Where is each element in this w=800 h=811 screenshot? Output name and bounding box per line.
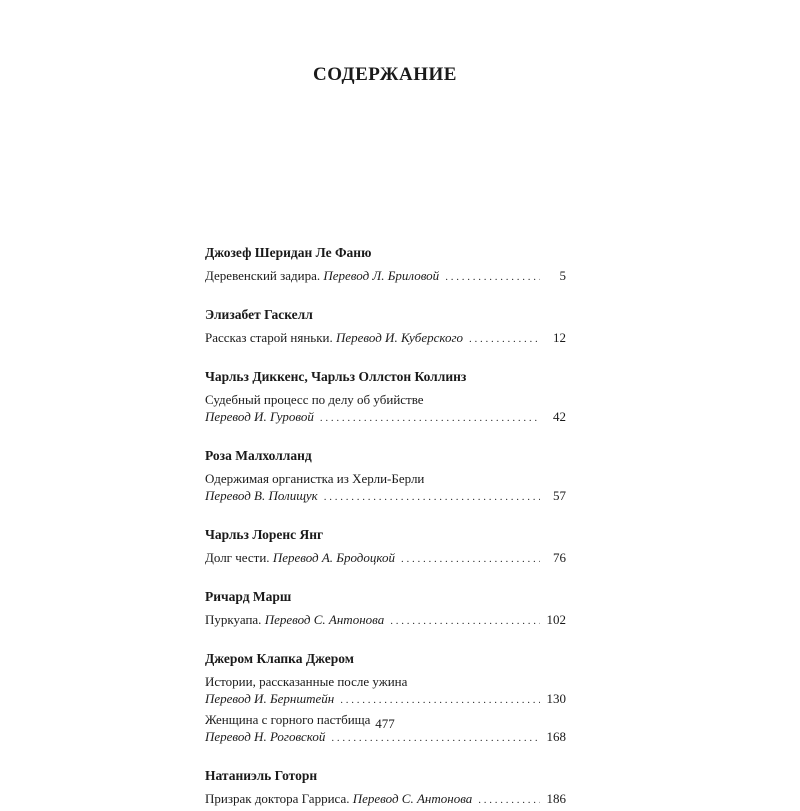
toc-section (205, 244, 566, 286)
author-name: Натаниэль Готорн (205, 768, 318, 783)
translator-credit: Перевод Н. Роговской (205, 729, 326, 744)
translator-credit: Перевод В. Полищук (205, 488, 318, 503)
toc-section (205, 526, 566, 568)
translator-credit: Перевод И. Куберского (336, 330, 464, 345)
leader-dots (340, 690, 540, 709)
page-number: 102 (546, 612, 566, 627)
story-title: Женщина с горного пастбища (205, 712, 371, 727)
page-number: 42 (553, 409, 566, 424)
footer-page-number: 477 (375, 716, 395, 731)
leader-dots (320, 408, 540, 427)
author-name: Джозеф Шеридан Ле Фаню (205, 245, 372, 260)
translator-credit: Перевод И. Бернштейн (205, 691, 335, 706)
toc-section (205, 368, 566, 427)
story-title: Одержимая органистка из Херли-Берли (205, 471, 425, 486)
story-title: Рассказ старой няньки. (205, 330, 333, 345)
story-title: Деревенский задира. (205, 268, 321, 283)
toc-section (205, 767, 566, 809)
toc-entry[interactable] (205, 673, 566, 709)
page-number: 5 (559, 268, 566, 283)
translator-credit: Перевод С. Антонова (264, 612, 385, 627)
story-title: Пуркуапа. (205, 612, 262, 627)
story-title: Истории, рассказанные после ужина (205, 674, 408, 689)
toc-entry[interactable] (205, 391, 566, 427)
toc-entry[interactable] (205, 549, 566, 568)
leader-dots (445, 267, 540, 286)
author-name: Элизабет Гаскелл (205, 307, 313, 322)
translator-credit: Перевод А. Бродоцкой (272, 550, 395, 565)
leader-dots (401, 549, 540, 568)
story-title: Судебный процесс по делу об убийстве (205, 392, 424, 407)
author-name: Роза Малхолланд (205, 448, 312, 463)
page-number: 12 (553, 330, 566, 345)
translator-credit: Перевод С. Антонова (352, 791, 473, 806)
story-title: Долг чести. (205, 550, 270, 565)
author-name: Джером Клапка Джером (205, 651, 354, 666)
story-title: Призрак доктора Гарриса. (205, 791, 350, 806)
author-name: Чарльз Диккенс, Чарльз Оллстон Коллинз (205, 369, 467, 384)
page-title: СОДЕРЖАНИЕ (313, 64, 457, 85)
toc-section (205, 650, 566, 747)
leader-dots (390, 611, 540, 630)
page-number: 186 (546, 791, 566, 806)
leader-dots (324, 487, 540, 506)
toc-entry[interactable] (205, 329, 566, 348)
toc-entry[interactable] (205, 267, 566, 286)
page-number: 130 (546, 691, 566, 706)
translator-credit: Перевод Л. Бриловой (323, 268, 440, 283)
leader-dots (469, 329, 540, 348)
toc-section (205, 306, 566, 348)
toc-entry[interactable] (205, 611, 566, 630)
toc-section (205, 447, 566, 506)
toc-section (205, 588, 566, 630)
author-name: Ричард Марш (205, 589, 292, 604)
page-number: 168 (546, 729, 566, 744)
author-name: Чарльз Лоренс Янг (205, 527, 324, 542)
page-number: 76 (553, 550, 566, 565)
page-number: 57 (553, 488, 566, 503)
toc-entry[interactable] (205, 470, 566, 506)
translator-credit: Перевод И. Гуровой (205, 409, 314, 424)
